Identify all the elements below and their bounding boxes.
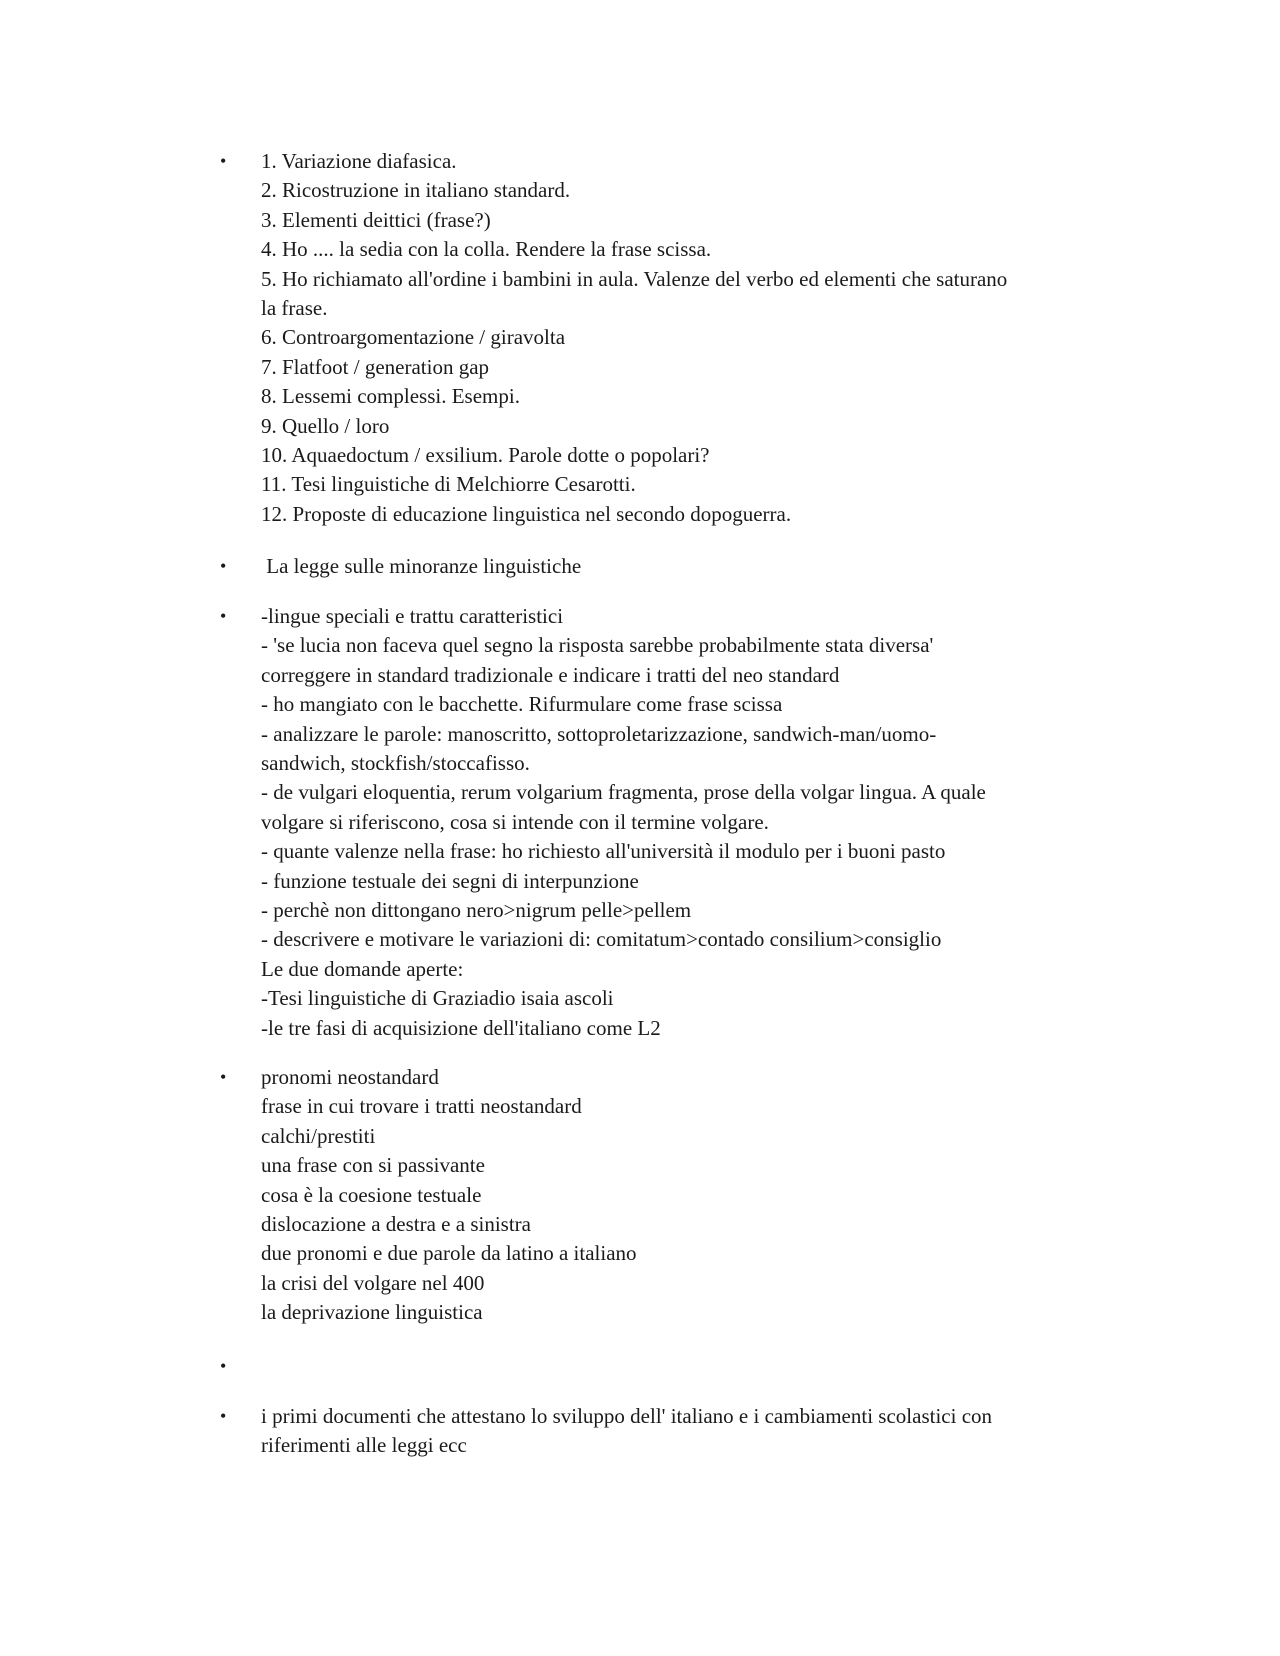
text-line: volgare si riferiscono, cosa si intende con il termine volgare.: [261, 809, 769, 834]
text-line: Le due domande aperte:: [261, 956, 464, 981]
text-line: -lingue speciali e trattu caratteristici: [261, 604, 564, 628]
text-line: 1. Variazione diafasica.: [261, 149, 457, 173]
text-line: 3. Elementi deittici (frase?): [261, 207, 491, 232]
bullet: •: [220, 151, 227, 171]
text-line: i primi documenti che attestano lo sviluppo dell' italiano e i cambiamenti scolastici con: [261, 1404, 993, 1428]
text-line: 12. Proposte di educazione linguistica nel secondo dopoguerra.: [261, 501, 792, 526]
text-line: una frase con si passivante: [261, 1153, 485, 1178]
bullet: •: [220, 1356, 227, 1376]
text-line: cosa è la coesione testuale: [261, 1182, 482, 1207]
bullet: •: [220, 1406, 227, 1426]
text-line: 4. Ho .... la sedia con la colla. Rendere la frase scissa.: [261, 237, 712, 262]
text-line: sandwich, stockfish/stoccafisso.: [261, 751, 530, 776]
text-line: - quante valenze nella frase: ho richiesto all'università il modulo per i buoni pasto: [261, 839, 946, 864]
text-line: - analizzare le parole: manoscritto, sottoproletarizzazione, sandwich-man/uomo-: [261, 721, 937, 746]
text-line: 11. Tesi linguistiche di Melchiorre Cesarotti.: [261, 472, 636, 497]
text-line: - ho mangiato con le bacchette. Rifurmulare come frase scissa: [261, 692, 783, 717]
text-line: 8. Lessemi complessi. Esempi.: [261, 384, 520, 409]
text-line: frase in cui trovare i tratti neostandard: [261, 1094, 582, 1119]
text-line: La legge sulle minoranze linguistiche: [261, 554, 582, 578]
text-line: - de vulgari eloquentia, rerum volgarium fragmenta, prose della volgar lingua. A quale: [261, 780, 986, 805]
text-line: - funzione testuale dei segni di interpunzione: [261, 868, 639, 893]
list-item-text: [261, 552, 1101, 581]
bullet: •: [220, 606, 227, 626]
text-line: 7. Flatfoot / generation gap: [261, 354, 490, 379]
text-line: 2. Ricostruzione in italiano standard.: [261, 178, 571, 203]
list-item-text: [261, 147, 1101, 529]
list-item-text: [261, 602, 1101, 1043]
text-line: la crisi del volgare nel 400: [261, 1270, 485, 1295]
text-line: riferimenti alle leggi ecc: [261, 1433, 467, 1458]
bullet: •: [220, 556, 227, 576]
text-line: - descrivere e motivare le variazioni di: comitatum>contado consilium>consiglio: [261, 927, 942, 952]
list-item-text: [261, 1402, 1101, 1461]
text-line: calchi/prestiti: [261, 1123, 376, 1148]
text-line: 9. Quello / loro: [261, 413, 390, 438]
bullet: •: [220, 1067, 227, 1087]
text-line: 6. Controargomentazione / giravolta: [261, 325, 566, 350]
text-line: -Tesi linguistiche di Graziadio isaia ascoli: [261, 986, 614, 1011]
text-line: la frase.: [261, 296, 328, 321]
text-line: - perchè non dittongano nero>nigrum pelle>pellem: [261, 898, 692, 923]
text-line: due pronomi e due parole da latino a italiano: [261, 1241, 637, 1266]
text-line: 5. Ho richiamato all'ordine i bambini in aula. Valenze del verbo ed elementi che saturano: [261, 266, 1008, 291]
text-line: -le tre fasi di acquisizione dell'italiano come L2: [261, 1015, 661, 1040]
text-line: - 'se lucia non faceva quel segno la risposta sarebbe probabilmente stata diversa': [261, 633, 934, 658]
text-line: 10. Aquaedoctum / exsilium. Parole dotte o popolari?: [261, 443, 710, 468]
list-item-text: [261, 1063, 1101, 1328]
text-line: dislocazione a destra e a sinistra: [261, 1212, 531, 1237]
text-line: pronomi neostandard: [261, 1065, 439, 1089]
text-line: la deprivazione linguistica: [261, 1300, 483, 1325]
text-line: correggere in standard tradizionale e indicare i tratti del neo standard: [261, 662, 840, 687]
